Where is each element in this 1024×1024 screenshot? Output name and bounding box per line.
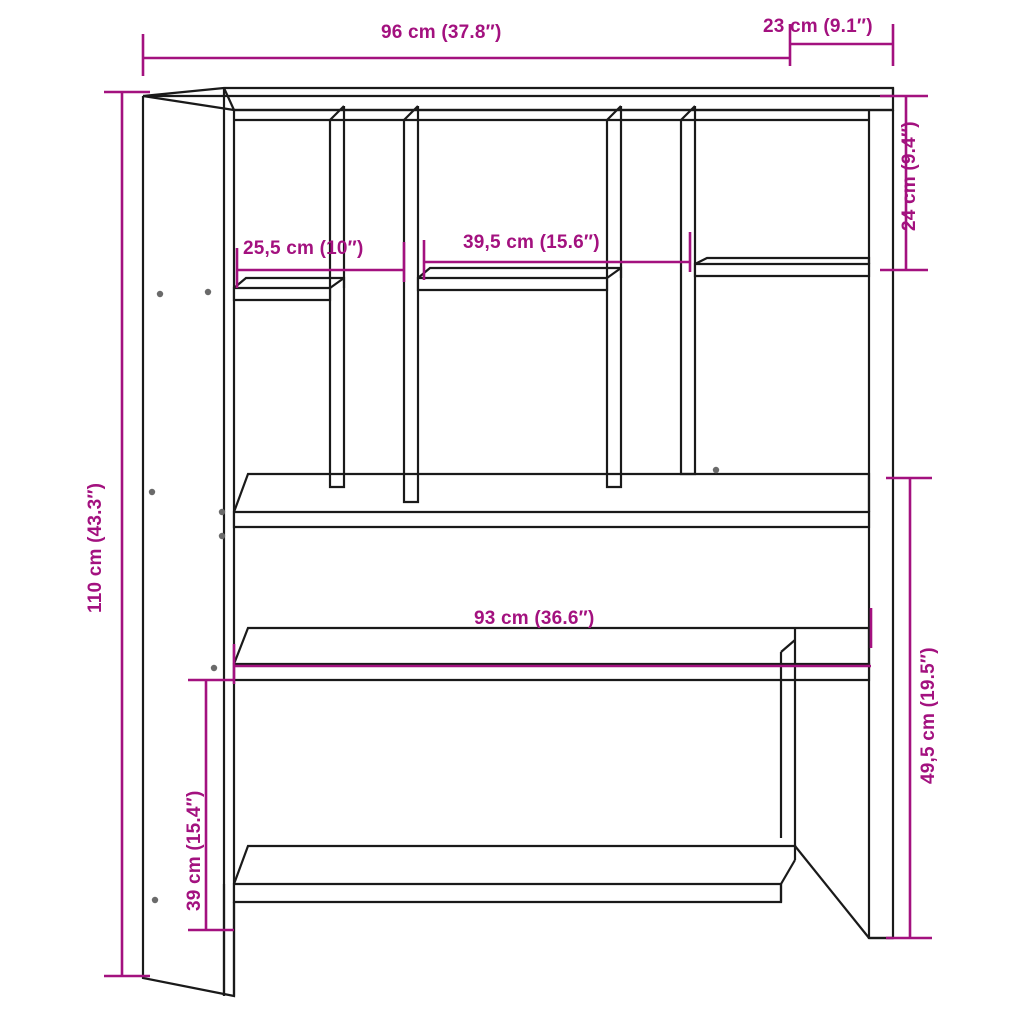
dimension-label-depth: 23 cm (9.1″) [763, 16, 873, 37]
dimension-label-overall-width: 96 cm (37.8″) [381, 22, 502, 43]
dimension-label-middle-compartment-width: 39,5 cm (15.6″) [463, 232, 600, 253]
dimension-label-headboard-panel-width: 93 cm (36.6″) [474, 608, 595, 629]
dimension-label-leg-height: 39 cm (15.4″) [184, 790, 205, 911]
dimension-label-lower-section-height: 49,5 cm (19.5″) [918, 647, 939, 784]
dimension-label-overall-height: 110 cm (43.3″) [85, 482, 106, 613]
dimension-label-shelf-opening-height: 24 cm (9.4″) [899, 121, 920, 231]
dimension-label-left-compartment-width: 25,5 cm (10″) [243, 238, 364, 259]
